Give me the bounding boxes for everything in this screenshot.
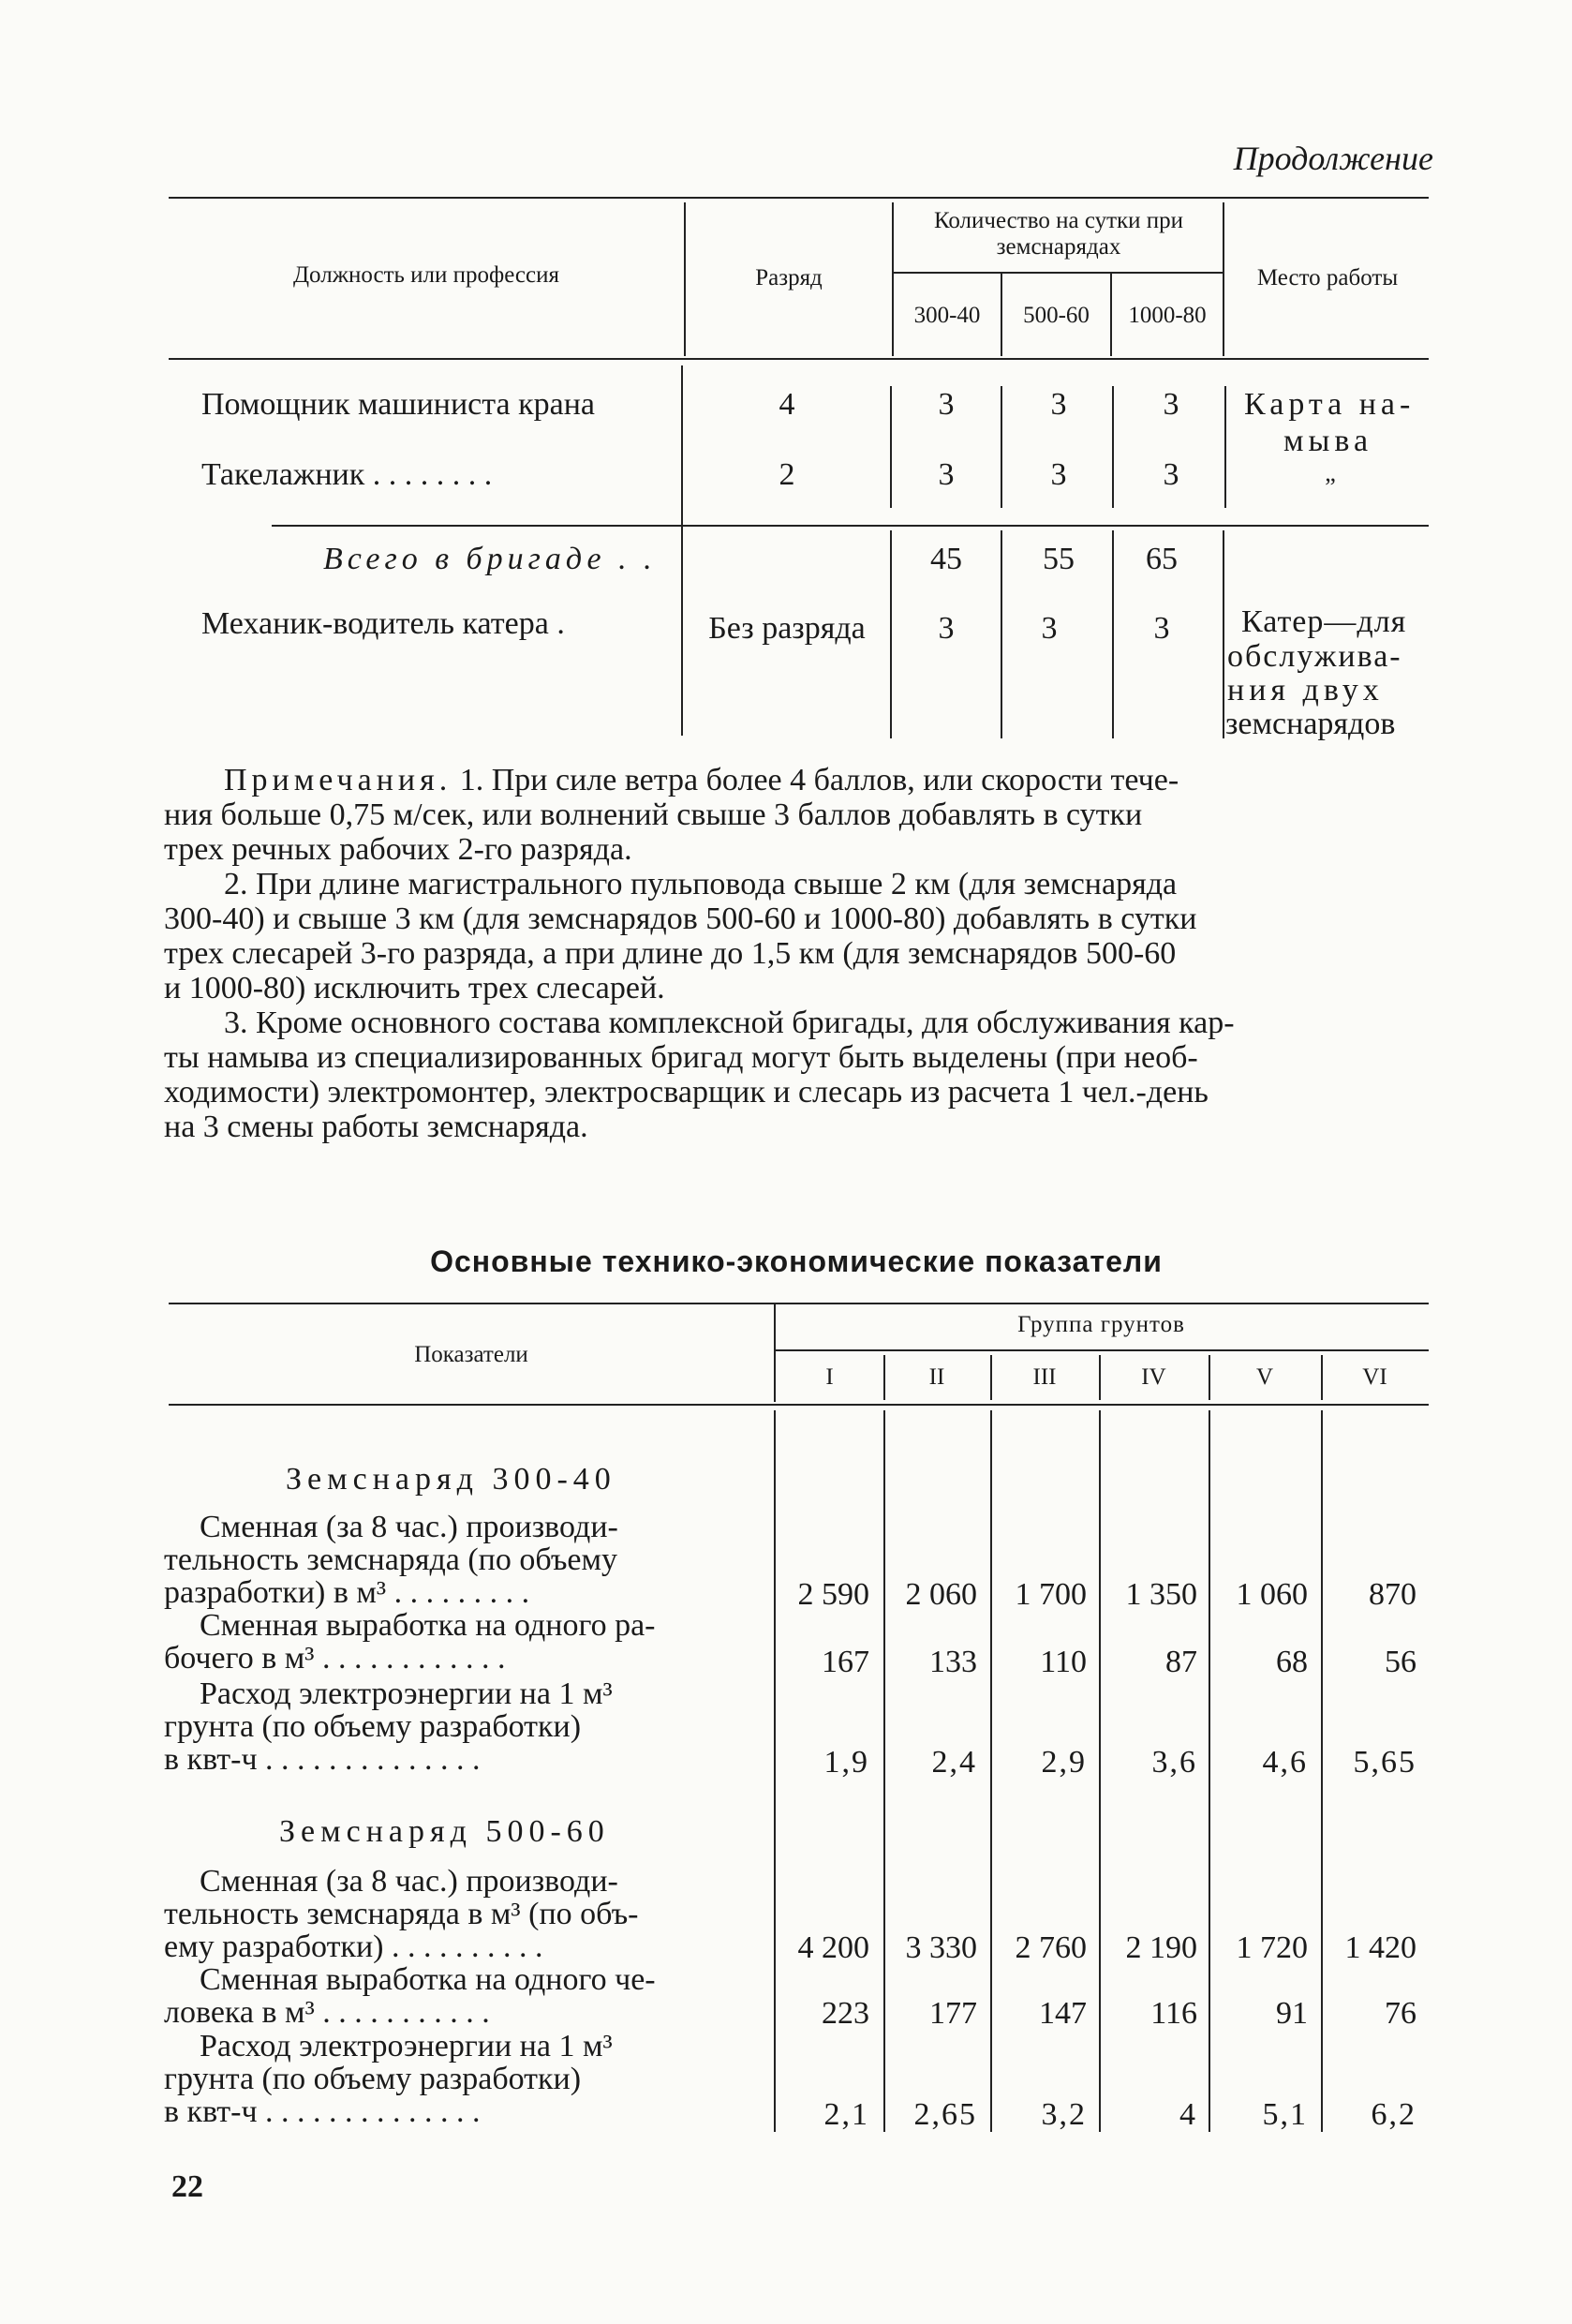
value-cell: 91 bbox=[1276, 1996, 1308, 2031]
header-grade: Разряд bbox=[755, 265, 823, 290]
header-workplace: Место работы bbox=[1256, 265, 1399, 290]
indicator-label bbox=[164, 2030, 759, 2128]
header-indicators: Показатели bbox=[414, 1342, 528, 1367]
value-cell: 2,4 bbox=[931, 1745, 977, 1780]
note-line: трех речных рабочих 2-го разряда. bbox=[164, 832, 632, 867]
label-line: в квт-ч . . . . . . . . . . . . . . bbox=[164, 1743, 481, 1776]
total-name: Всего в бригаде . . bbox=[323, 542, 657, 576]
label-line: разработки) в м³ . . . . . . . . . bbox=[164, 1576, 530, 1609]
label-line: ему разработки) . . . . . . . . . . bbox=[164, 1930, 543, 1963]
row-q-300-40: 3 bbox=[938, 387, 955, 422]
table-rule bbox=[169, 1303, 1429, 1304]
note-line: на 3 смены работы земснаряда. bbox=[164, 1110, 588, 1144]
note-line: ходимости) электромонтер, электросварщик и слесарь из расчета 1 чел.-день bbox=[164, 1075, 1209, 1110]
value-cell: 2,1 bbox=[823, 2097, 869, 2132]
section-title: Земснаряд 300-40 bbox=[286, 1462, 616, 1497]
note-line: 3. Кроме основного состава комплексной бригады, для обслуживания кар- bbox=[224, 1006, 1235, 1040]
label-line: грунта (по объему разработки) bbox=[164, 2063, 582, 2095]
row-q-500-60: 3 bbox=[1050, 457, 1067, 492]
column-divider bbox=[1001, 386, 1002, 508]
row-place: Карта на- bbox=[1244, 387, 1416, 422]
value-cell: 116 bbox=[1150, 1996, 1197, 2031]
group-V: V bbox=[1255, 1364, 1274, 1390]
label-line: тельность земснаряда в м³ (по объ- bbox=[164, 1898, 639, 1930]
row-q-1000-80: 3 bbox=[1163, 457, 1179, 492]
header-quantity: Количество на сутки при земснарядах bbox=[933, 208, 1184, 260]
subtotal-rule bbox=[272, 525, 1429, 527]
row-grade: 4 bbox=[779, 387, 795, 422]
value-cell: 147 bbox=[1039, 1996, 1087, 2031]
row-q-1000-80: 3 bbox=[1163, 387, 1179, 422]
note-line: 300-40) и свыше 3 км (для земснарядов 500-60 и 1000-80) добавлять в сутки bbox=[164, 901, 1197, 936]
note-line: трех слесарей 3-го разряда, а при длине до 1,5 км (для земснарядов 500-60 bbox=[164, 936, 1177, 971]
notes-lead: Примечания. bbox=[224, 763, 452, 797]
column-divider bbox=[1112, 530, 1114, 738]
row-q-500-60: 3 bbox=[1050, 387, 1067, 422]
row-name: Помощник машиниста крана bbox=[201, 387, 596, 422]
mechanic-q-300-40: 3 bbox=[938, 611, 955, 646]
table-rule bbox=[169, 197, 1429, 199]
indicator-label bbox=[164, 1609, 759, 1675]
value-cell: 6,2 bbox=[1371, 2097, 1416, 2132]
mechanic-place-line: ния двух bbox=[1227, 673, 1384, 708]
value-cell: 1 720 bbox=[1236, 1930, 1308, 1965]
group-VI: VI bbox=[1362, 1364, 1387, 1390]
table-rule bbox=[169, 358, 1429, 360]
label-line: Сменная (за 8 час.) производи- bbox=[200, 1511, 618, 1543]
column-divider bbox=[1223, 530, 1224, 738]
indicators-title: Основные технико-экономические показатели bbox=[430, 1244, 1163, 1278]
group-IV: IV bbox=[1141, 1364, 1166, 1390]
label-line: в квт-ч . . . . . . . . . . . . . . bbox=[164, 2095, 481, 2128]
value-cell: 2 060 bbox=[905, 1577, 977, 1612]
indicator-label bbox=[164, 1865, 759, 1963]
group-I: I bbox=[825, 1364, 834, 1390]
total-1000-80: 65 bbox=[1146, 542, 1178, 576]
row-place: мыва bbox=[1283, 424, 1373, 458]
column-divider bbox=[890, 530, 892, 738]
value-cell: 1,9 bbox=[823, 1745, 869, 1780]
note-line: 1. При силе ветра более 4 баллов, или скорости тече- bbox=[459, 763, 1179, 797]
value-cell: 2 190 bbox=[1125, 1930, 1197, 1965]
label-line: ловека в м³ . . . . . . . . . . . bbox=[164, 1996, 490, 2029]
value-cell: 87 bbox=[1165, 1645, 1197, 1679]
value-cell: 223 bbox=[822, 1996, 869, 2031]
value-cell: 2 760 bbox=[1015, 1930, 1087, 1965]
notes-block bbox=[164, 763, 1429, 1144]
value-cell: 68 bbox=[1276, 1645, 1308, 1679]
section-title: Земснаряд 500-60 bbox=[279, 1814, 610, 1849]
column-divider bbox=[890, 386, 892, 508]
header-soil-group: Группа грунтов bbox=[1017, 1312, 1185, 1337]
note-line: и 1000-80) исключить трех слесарей. bbox=[164, 971, 665, 1006]
row-grade: 2 bbox=[779, 457, 795, 492]
label-line: Сменная выработка на одного че- bbox=[200, 1963, 656, 1996]
value-cell: 110 bbox=[1040, 1645, 1087, 1679]
value-cell: 1 700 bbox=[1015, 1577, 1087, 1612]
table-rule bbox=[169, 1404, 1429, 1406]
value-cell: 177 bbox=[929, 1996, 977, 2031]
value-cell: 3 330 bbox=[905, 1930, 977, 1965]
mechanic-name: Механик-водитель катера . bbox=[201, 606, 565, 641]
label-line: Сменная выработка на одного ра- bbox=[200, 1609, 656, 1642]
column-divider bbox=[990, 1410, 992, 2132]
value-cell: 133 bbox=[929, 1645, 977, 1679]
value-cell: 5,65 bbox=[1353, 1745, 1416, 1780]
label-line: тельность земснаряда (по объему bbox=[164, 1543, 618, 1576]
total-300-40: 45 bbox=[930, 542, 962, 576]
mechanic-place-line: земснарядов bbox=[1225, 707, 1396, 741]
table-rule bbox=[774, 1349, 1429, 1351]
note-line: ния больше 0,75 м/сек, или волнений свыше 3 баллов добавлять в сутки bbox=[164, 797, 1143, 832]
value-cell: 870 bbox=[1369, 1577, 1416, 1612]
value-cell: 1 060 bbox=[1236, 1577, 1308, 1612]
value-cell: 4,6 bbox=[1262, 1745, 1308, 1780]
row-q-300-40: 3 bbox=[938, 457, 955, 492]
value-cell: 76 bbox=[1385, 1996, 1416, 2031]
mechanic-place-line: обслужива- bbox=[1227, 639, 1402, 674]
header-sub-300-40: 300-40 bbox=[913, 303, 981, 328]
label-line: Расход электроэнергии на 1 м³ bbox=[200, 2030, 613, 2063]
mechanic-q-1000-80: 3 bbox=[1153, 611, 1170, 646]
header-sub-1000-80: 1000-80 bbox=[1128, 303, 1207, 328]
label-line: грунта (по объему разработки) bbox=[164, 1710, 582, 1743]
label-line: Сменная (за 8 час.) производи- bbox=[200, 1865, 618, 1898]
note-1 bbox=[164, 763, 1429, 797]
note-line: ты намыва из специализированных бригад могут быть выделены (при необ- bbox=[164, 1040, 1198, 1075]
indicator-label bbox=[164, 1963, 759, 2029]
ditto-mark: „ bbox=[1325, 459, 1336, 486]
value-cell: 4 bbox=[1179, 2097, 1197, 2132]
value-cell: 3,2 bbox=[1041, 2097, 1087, 2132]
row-name: Такелажник . . . . . . . . bbox=[201, 457, 493, 492]
column-divider bbox=[1112, 386, 1114, 508]
value-cell: 5,1 bbox=[1262, 2097, 1308, 2132]
value-cell: 3,6 bbox=[1151, 1745, 1197, 1780]
header-position: Должность или профессия bbox=[293, 262, 559, 288]
column-divider bbox=[892, 202, 894, 356]
mechanic-place-line: Катер—для bbox=[1241, 604, 1407, 639]
value-cell: 2 590 bbox=[797, 1577, 869, 1612]
column-divider bbox=[1224, 386, 1226, 508]
value-cell: 2,65 bbox=[913, 2097, 977, 2132]
note-line: 2. При длине магистрального пульповода свыше 2 км (для земснаряда bbox=[224, 867, 1178, 901]
column-divider bbox=[774, 1410, 776, 2132]
value-cell: 2,9 bbox=[1041, 1745, 1087, 1780]
value-cell: 167 bbox=[822, 1645, 869, 1679]
indicator-label bbox=[164, 1677, 759, 1776]
group-II: II bbox=[928, 1364, 945, 1390]
total-500-60: 55 bbox=[1043, 542, 1075, 576]
value-cell: 1 420 bbox=[1344, 1930, 1416, 1965]
column-divider bbox=[681, 365, 683, 736]
mechanic-grade: Без разряда bbox=[708, 611, 866, 646]
table-rule bbox=[892, 272, 1223, 274]
header-sub-500-60: 500-60 bbox=[1023, 303, 1090, 328]
continuation-label: Продолжение bbox=[1233, 140, 1433, 177]
mechanic-q-500-60: 3 bbox=[1041, 611, 1058, 646]
group-III: III bbox=[1032, 1364, 1057, 1390]
value-cell: 4 200 bbox=[797, 1930, 869, 1965]
value-cell: 1 350 bbox=[1125, 1577, 1197, 1612]
page-number: 22 bbox=[171, 2169, 203, 2204]
value-cell: 56 bbox=[1385, 1645, 1416, 1679]
label-line: бочего в м³ . . . . . . . . . . . . bbox=[164, 1642, 506, 1675]
label-line: Расход электроэнергии на 1 м³ bbox=[200, 1677, 613, 1710]
indicator-label bbox=[164, 1511, 759, 1609]
